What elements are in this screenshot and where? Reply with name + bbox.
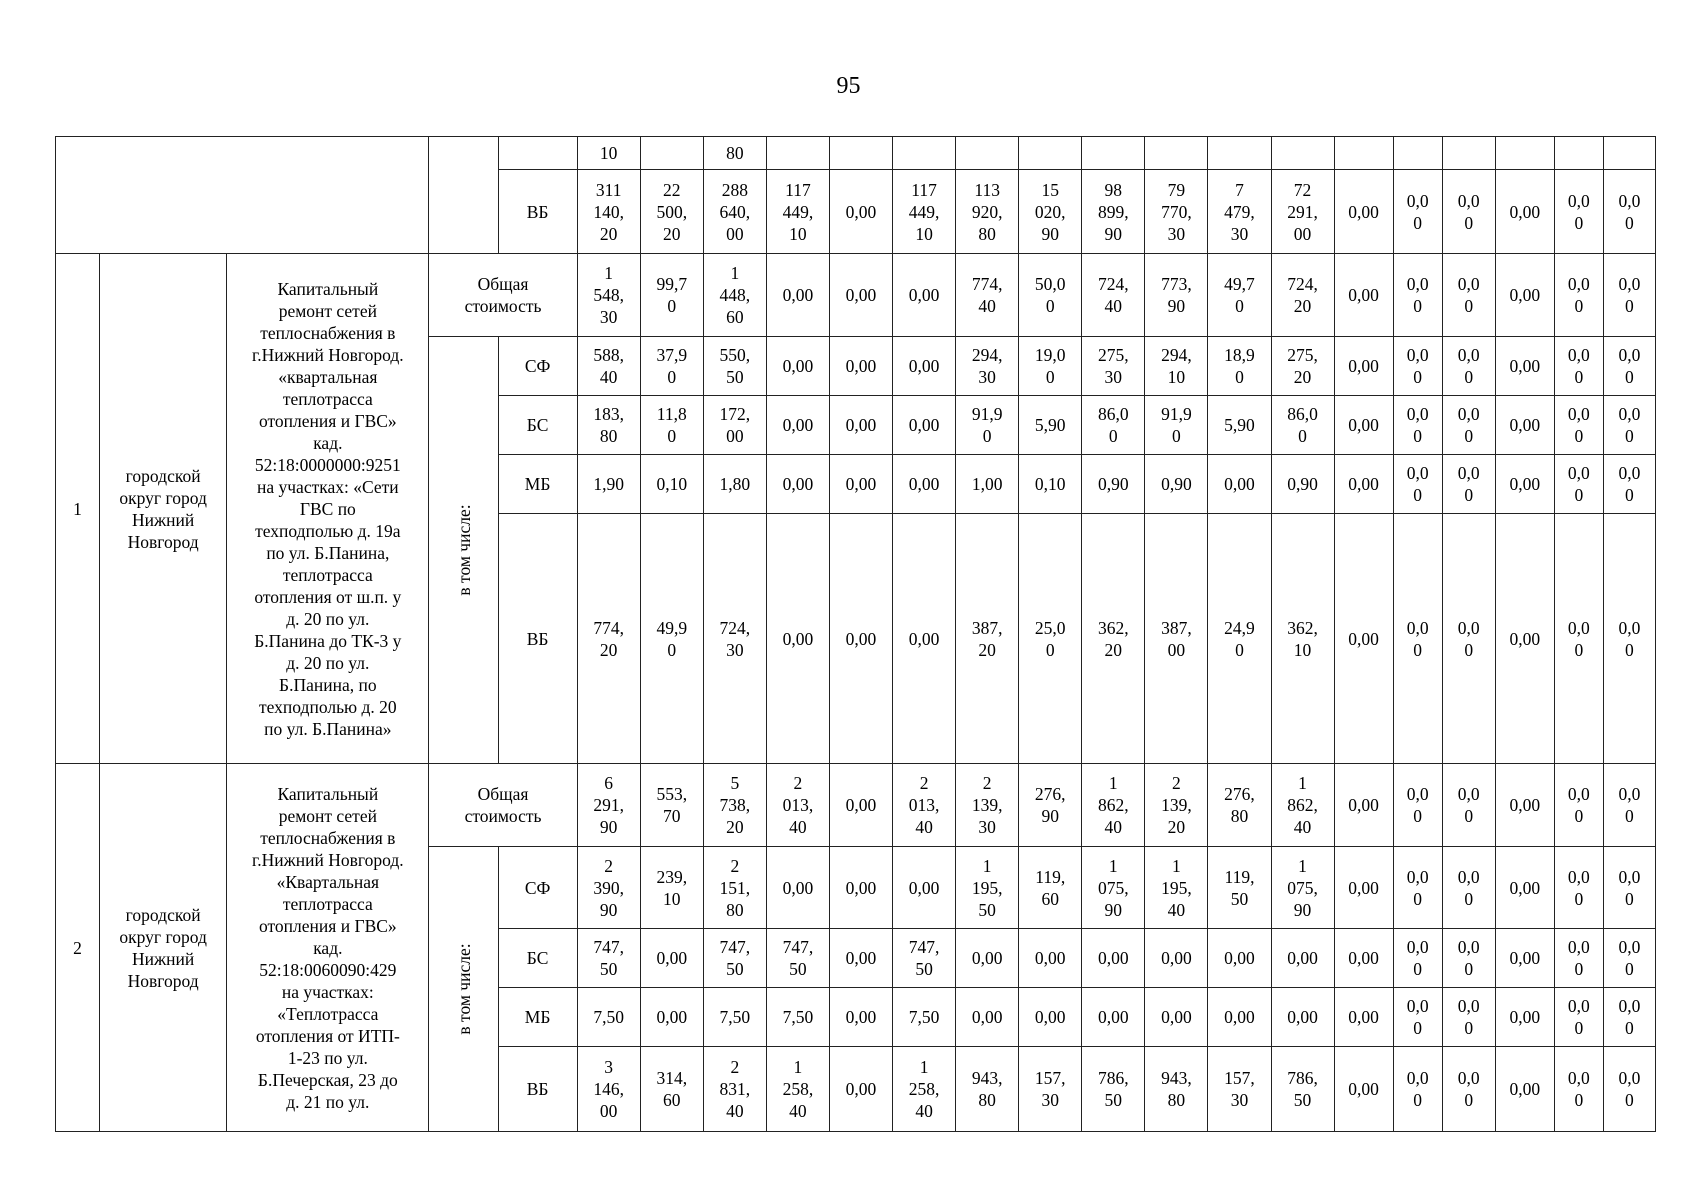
funding-cell: 2 151, 80: [703, 847, 766, 929]
funding-cell: 183, 80: [577, 396, 640, 455]
funding-source-label: СФ: [498, 337, 577, 396]
funding-cell: 5,90: [1019, 396, 1082, 455]
funding-cell: 1 075, 90: [1271, 847, 1334, 929]
total-cell: 0,00: [893, 254, 956, 337]
funding-cell: 0,00: [1495, 929, 1554, 988]
page-number: 95: [836, 73, 861, 99]
funding-cell: 0,00: [640, 988, 703, 1047]
total-cell: 724, 20: [1271, 254, 1334, 337]
funding-cell: 747, 50: [893, 929, 956, 988]
funding-cell: 0,00: [1334, 337, 1393, 396]
cont-vb-label: ВБ: [498, 170, 577, 254]
cont-top-cell: [1442, 137, 1495, 170]
total-cell: 0,0 0: [1554, 254, 1603, 337]
funding-cell: 0,0 0: [1554, 337, 1603, 396]
funding-cell: 3 146, 00: [577, 1047, 640, 1132]
cont-top-cell: [1554, 137, 1603, 170]
funding-cell: 747, 50: [577, 929, 640, 988]
funding-cell: 0,0 0: [1442, 1047, 1495, 1132]
funding-source-label: СФ: [498, 847, 577, 929]
cont-merged-blank: [56, 137, 429, 254]
item-description: Капитальный ремонт сетей теплоснабжения в г.Нижний Новгород. «Квартальная теплотрасса отопления и ГВС» кад. 52:18:0060090:429 на участках: «Теплотрасса отопления от ИТП- 1-23 по ул. Б.Печерская, 23 до д. 21 по ул.: [227, 764, 429, 1132]
funding-cell: 0,00: [893, 337, 956, 396]
cont-top-cell: [766, 137, 829, 170]
cont-vb-cell: 79 770, 30: [1145, 170, 1208, 254]
funding-cell: 0,10: [640, 455, 703, 514]
funding-cell: 11,8 0: [640, 396, 703, 455]
total-cell: 5 738, 20: [703, 764, 766, 847]
funding-cell: 0,00: [1208, 929, 1271, 988]
funding-cell: 239, 10: [640, 847, 703, 929]
funding-cell: 0,00: [1145, 929, 1208, 988]
funding-cell: 0,00: [1334, 847, 1393, 929]
funding-cell: 0,0 0: [1393, 455, 1442, 514]
funding-cell: 0,0 0: [1393, 1047, 1442, 1132]
including-label-text: в том числе:: [453, 943, 474, 1035]
funding-cell: 0,0 0: [1603, 1047, 1655, 1132]
funding-cell: 2 390, 90: [577, 847, 640, 929]
funding-cell: 0,00: [766, 337, 829, 396]
total-cell: 0,00: [829, 254, 892, 337]
funding-cell: 0,00: [956, 988, 1019, 1047]
cont-top-cell: [640, 137, 703, 170]
funding-cell: 0,0 0: [1554, 847, 1603, 929]
funding-cell: 0,00: [829, 988, 892, 1047]
total-cell: 50,0 0: [1019, 254, 1082, 337]
total-cell: 1 862, 40: [1082, 764, 1145, 847]
funding-cell: 0,00: [1495, 847, 1554, 929]
cont-vb-cell: 0,0 0: [1442, 170, 1495, 254]
funding-cell: 387, 20: [956, 514, 1019, 764]
funding-cell: 7,50: [703, 988, 766, 1047]
cont-top-cell: [1334, 137, 1393, 170]
cont-sublabel-blank: [498, 137, 577, 170]
total-cell: 0,0 0: [1393, 254, 1442, 337]
funding-cell: 774, 20: [577, 514, 640, 764]
funding-cell: 0,0 0: [1554, 988, 1603, 1047]
total-cell: 276, 80: [1208, 764, 1271, 847]
funding-cell: 0,90: [1271, 455, 1334, 514]
funding-cell: 0,00: [1495, 514, 1554, 764]
funding-cell: 0,00: [1495, 337, 1554, 396]
funding-cell: 0,00: [1495, 988, 1554, 1047]
funding-cell: 18,9 0: [1208, 337, 1271, 396]
funding-cell: 362, 20: [1082, 514, 1145, 764]
total-cell: 2 139, 30: [956, 764, 1019, 847]
funding-source-label: БС: [498, 929, 577, 988]
funding-cell: 0,00: [1334, 988, 1393, 1047]
cont-top-cell: [1603, 137, 1655, 170]
cont-top-row: [56, 137, 1656, 170]
total-cell: 6 291, 90: [577, 764, 640, 847]
funding-cell: 0,00: [1208, 455, 1271, 514]
funding-source-label: БС: [498, 396, 577, 455]
funding-cell: 119, 50: [1208, 847, 1271, 929]
funding-cell: 1,80: [703, 455, 766, 514]
total-cell: 1 862, 40: [1271, 764, 1334, 847]
funding-cell: 0,00: [893, 455, 956, 514]
funding-source-label: МБ: [498, 988, 577, 1047]
funding-cell: 0,00: [1019, 929, 1082, 988]
cont-vb-cell: 0,00: [1334, 170, 1393, 254]
cont-top-cell: [1495, 137, 1554, 170]
funding-cell: 0,0 0: [1554, 514, 1603, 764]
funding-cell: 0,00: [1208, 988, 1271, 1047]
cont-vb-cell: 98 899, 90: [1082, 170, 1145, 254]
total-cell: 276, 90: [1019, 764, 1082, 847]
total-cell: 0,0 0: [1393, 764, 1442, 847]
funding-cell: 0,90: [1145, 455, 1208, 514]
funding-cell: 0,00: [1334, 514, 1393, 764]
total-cell: 0,0 0: [1554, 764, 1603, 847]
funding-cell: 1 075, 90: [1082, 847, 1145, 929]
funding-cell: 0,00: [1334, 455, 1393, 514]
funding-cell: 5,90: [1208, 396, 1271, 455]
funding-cell: 0,00: [766, 455, 829, 514]
cont-vb-cell: 0,0 0: [1554, 170, 1603, 254]
funding-cell: 0,0 0: [1442, 396, 1495, 455]
funding-cell: 0,0 0: [1393, 929, 1442, 988]
funding-cell: 0,0 0: [1554, 455, 1603, 514]
funding-cell: 0,00: [829, 1047, 892, 1132]
funding-cell: 0,00: [766, 514, 829, 764]
funding-cell: 0,00: [829, 337, 892, 396]
funding-cell: 0,0 0: [1442, 988, 1495, 1047]
total-cost-label: Общая стоимость: [429, 764, 577, 847]
cont-vb-cell: 7 479, 30: [1208, 170, 1271, 254]
total-cell: 0,0 0: [1442, 764, 1495, 847]
funding-cell: 0,0 0: [1603, 929, 1655, 988]
funding-cell: 91,9 0: [956, 396, 1019, 455]
total-cell: 99,7 0: [640, 254, 703, 337]
funding-cell: 7,50: [577, 988, 640, 1047]
cont-top-cell: [956, 137, 1019, 170]
funding-cell: 0,0 0: [1554, 929, 1603, 988]
funding-cell: 2 831, 40: [703, 1047, 766, 1132]
funding-cell: 1,90: [577, 455, 640, 514]
funding-cell: 157, 30: [1019, 1047, 1082, 1132]
funding-cell: 294, 30: [956, 337, 1019, 396]
funding-cell: 7,50: [766, 988, 829, 1047]
funding-cell: 0,00: [829, 929, 892, 988]
total-cell: 0,0 0: [1603, 764, 1655, 847]
item-number: 1: [56, 254, 100, 764]
funding-cell: 724, 30: [703, 514, 766, 764]
funding-cell: 0,0 0: [1554, 396, 1603, 455]
cont-vb-cell: 72 291, 00: [1271, 170, 1334, 254]
total-cell: 0,00: [766, 254, 829, 337]
funding-cell: 0,00: [1495, 396, 1554, 455]
funding-cell: 747, 50: [766, 929, 829, 988]
funding-cell: 0,0 0: [1603, 455, 1655, 514]
total-cell: 2 013, 40: [766, 764, 829, 847]
item-1-total-row: [56, 254, 1656, 337]
funding-source-label: ВБ: [498, 514, 577, 764]
funding-cell: 0,0 0: [1393, 988, 1442, 1047]
cont-vb-cell: 15 020, 90: [1019, 170, 1082, 254]
cont-top-cell: 80: [703, 137, 766, 170]
cont-top-cell: [1393, 137, 1442, 170]
funding-cell: 0,00: [829, 514, 892, 764]
funding-cell: 0,00: [829, 847, 892, 929]
funding-cell: 0,0 0: [1442, 455, 1495, 514]
budget-table: [55, 136, 1656, 1132]
cont-top-cell: [1019, 137, 1082, 170]
cont-top-cell: [1208, 137, 1271, 170]
funding-cell: 0,0 0: [1603, 514, 1655, 764]
cont-top-cell: [1145, 137, 1208, 170]
cont-top-cell: 10: [577, 137, 640, 170]
funding-cell: 550, 50: [703, 337, 766, 396]
funding-cell: 0,00: [893, 514, 956, 764]
including-label: [429, 337, 498, 764]
total-cell: 774, 40: [956, 254, 1019, 337]
total-cell: 0,00: [829, 764, 892, 847]
funding-cell: 0,00: [1334, 1047, 1393, 1132]
total-cell: 0,0 0: [1603, 254, 1655, 337]
cont-top-cell: [1082, 137, 1145, 170]
funding-cell: 0,0 0: [1442, 847, 1495, 929]
including-label-text: в том числе:: [453, 504, 474, 596]
cont-vb-cell: 0,0 0: [1393, 170, 1442, 254]
funding-cell: 119, 60: [1019, 847, 1082, 929]
funding-source-label: ВБ: [498, 1047, 577, 1132]
funding-cell: 49,9 0: [640, 514, 703, 764]
including-label: [429, 847, 498, 1132]
total-cell: 2 139, 20: [1145, 764, 1208, 847]
cont-top-cell: [893, 137, 956, 170]
cont-top-cell: [1271, 137, 1334, 170]
total-cell: 553, 70: [640, 764, 703, 847]
funding-cell: 1 258, 40: [766, 1047, 829, 1132]
funding-cell: 0,0 0: [1393, 337, 1442, 396]
total-cell: 724, 40: [1082, 254, 1145, 337]
funding-cell: 0,0 0: [1393, 396, 1442, 455]
funding-cell: 19,0 0: [1019, 337, 1082, 396]
item-territory: городской округ город Нижний Новгород: [100, 254, 227, 764]
funding-cell: 0,00: [1334, 396, 1393, 455]
funding-cell: 943, 80: [1145, 1047, 1208, 1132]
funding-cell: 0,00: [1019, 988, 1082, 1047]
funding-cell: 0,00: [640, 929, 703, 988]
funding-cell: 0,00: [893, 396, 956, 455]
funding-cell: 0,00: [956, 929, 1019, 988]
funding-cell: 1 195, 40: [1145, 847, 1208, 929]
funding-cell: 0,00: [766, 396, 829, 455]
funding-cell: 0,00: [1495, 1047, 1554, 1132]
funding-cell: 157, 30: [1208, 1047, 1271, 1132]
funding-cell: 0,00: [1495, 455, 1554, 514]
funding-cell: 0,0 0: [1603, 988, 1655, 1047]
total-cell: 0,0 0: [1442, 254, 1495, 337]
total-cell: 2 013, 40: [893, 764, 956, 847]
funding-cell: 86,0 0: [1271, 396, 1334, 455]
cont-vb-cell: 288 640, 00: [703, 170, 766, 254]
item-2-total-row: [56, 764, 1656, 847]
funding-cell: 387, 00: [1145, 514, 1208, 764]
cont-vb-cell: 117 449, 10: [893, 170, 956, 254]
funding-cell: 0,00: [1145, 988, 1208, 1047]
cont-vb-cell: 0,0 0: [1603, 170, 1655, 254]
funding-cell: 172, 00: [703, 396, 766, 455]
cont-vb-cell: 113 920, 80: [956, 170, 1019, 254]
funding-cell: 91,9 0: [1145, 396, 1208, 455]
funding-cell: 0,10: [1019, 455, 1082, 514]
funding-cell: 0,00: [829, 455, 892, 514]
total-cell: 0,00: [1495, 764, 1554, 847]
funding-cell: 24,9 0: [1208, 514, 1271, 764]
funding-cell: 275, 20: [1271, 337, 1334, 396]
funding-cell: 1 195, 50: [956, 847, 1019, 929]
item-number: 2: [56, 764, 100, 1132]
funding-cell: 1,00: [956, 455, 1019, 514]
funding-cell: 0,00: [1082, 929, 1145, 988]
cont-top-cell: [829, 137, 892, 170]
funding-cell: 0,0 0: [1603, 337, 1655, 396]
funding-cell: 0,0 0: [1603, 847, 1655, 929]
funding-cell: 786, 50: [1271, 1047, 1334, 1132]
cont-vb-cell: 117 449, 10: [766, 170, 829, 254]
funding-cell: 0,0 0: [1442, 514, 1495, 764]
funding-cell: 0,0 0: [1603, 396, 1655, 455]
total-cell: 0,00: [1495, 254, 1554, 337]
total-cost-label: Общая стоимость: [429, 254, 577, 337]
funding-cell: 0,00: [829, 396, 892, 455]
cont-vb-cell: 311 140, 20: [577, 170, 640, 254]
funding-cell: 0,0 0: [1393, 847, 1442, 929]
funding-cell: 0,00: [1334, 929, 1393, 988]
funding-cell: 943, 80: [956, 1047, 1019, 1132]
funding-cell: 0,0 0: [1442, 337, 1495, 396]
funding-cell: 7,50: [893, 988, 956, 1047]
funding-cell: 786, 50: [1082, 1047, 1145, 1132]
funding-cell: 86,0 0: [1082, 396, 1145, 455]
total-cell: 0,00: [1334, 764, 1393, 847]
funding-source-label: МБ: [498, 455, 577, 514]
total-cell: 49,7 0: [1208, 254, 1271, 337]
cont-vb-cell: 0,00: [1495, 170, 1554, 254]
total-cell: 1 548, 30: [577, 254, 640, 337]
cont-vb-cell: 0,00: [829, 170, 892, 254]
funding-cell: 0,00: [1271, 929, 1334, 988]
cont-vb-cell: 22 500, 20: [640, 170, 703, 254]
item-description: Капитальный ремонт сетей теплоснабжения в г.Нижний Новгород. «квартальная теплотрасса отопления и ГВС» кад. 52:18:0000000:9251 на участках: «Сети ГВС по техподполью д. 19а по ул. Б.Панина, теплотрасса отопления от ш.п. у д. 20 по ул. Б.Панина до ТК-3 у д. 20 по ул. Б.Панина, по техподполью д. 20 по ул. Б.Панина»: [227, 254, 429, 764]
funding-cell: 25,0 0: [1019, 514, 1082, 764]
funding-cell: 0,90: [1082, 455, 1145, 514]
funding-cell: 0,00: [1082, 988, 1145, 1047]
total-cell: 773, 90: [1145, 254, 1208, 337]
funding-cell: 294, 10: [1145, 337, 1208, 396]
funding-cell: 1 258, 40: [893, 1047, 956, 1132]
funding-cell: 362, 10: [1271, 514, 1334, 764]
cont-label-blank: [429, 137, 498, 254]
funding-cell: 275, 30: [1082, 337, 1145, 396]
funding-cell: 0,00: [766, 847, 829, 929]
funding-cell: 0,00: [893, 847, 956, 929]
funding-cell: 0,0 0: [1393, 514, 1442, 764]
item-territory: городской округ город Нижний Новгород: [100, 764, 227, 1132]
funding-cell: 37,9 0: [640, 337, 703, 396]
funding-cell: 0,00: [1271, 988, 1334, 1047]
total-cell: 0,00: [1334, 254, 1393, 337]
funding-cell: 747, 50: [703, 929, 766, 988]
funding-cell: 314, 60: [640, 1047, 703, 1132]
funding-cell: 0,0 0: [1442, 929, 1495, 988]
total-cell: 1 448, 60: [703, 254, 766, 337]
funding-cell: 588, 40: [577, 337, 640, 396]
funding-cell: 0,0 0: [1554, 1047, 1603, 1132]
